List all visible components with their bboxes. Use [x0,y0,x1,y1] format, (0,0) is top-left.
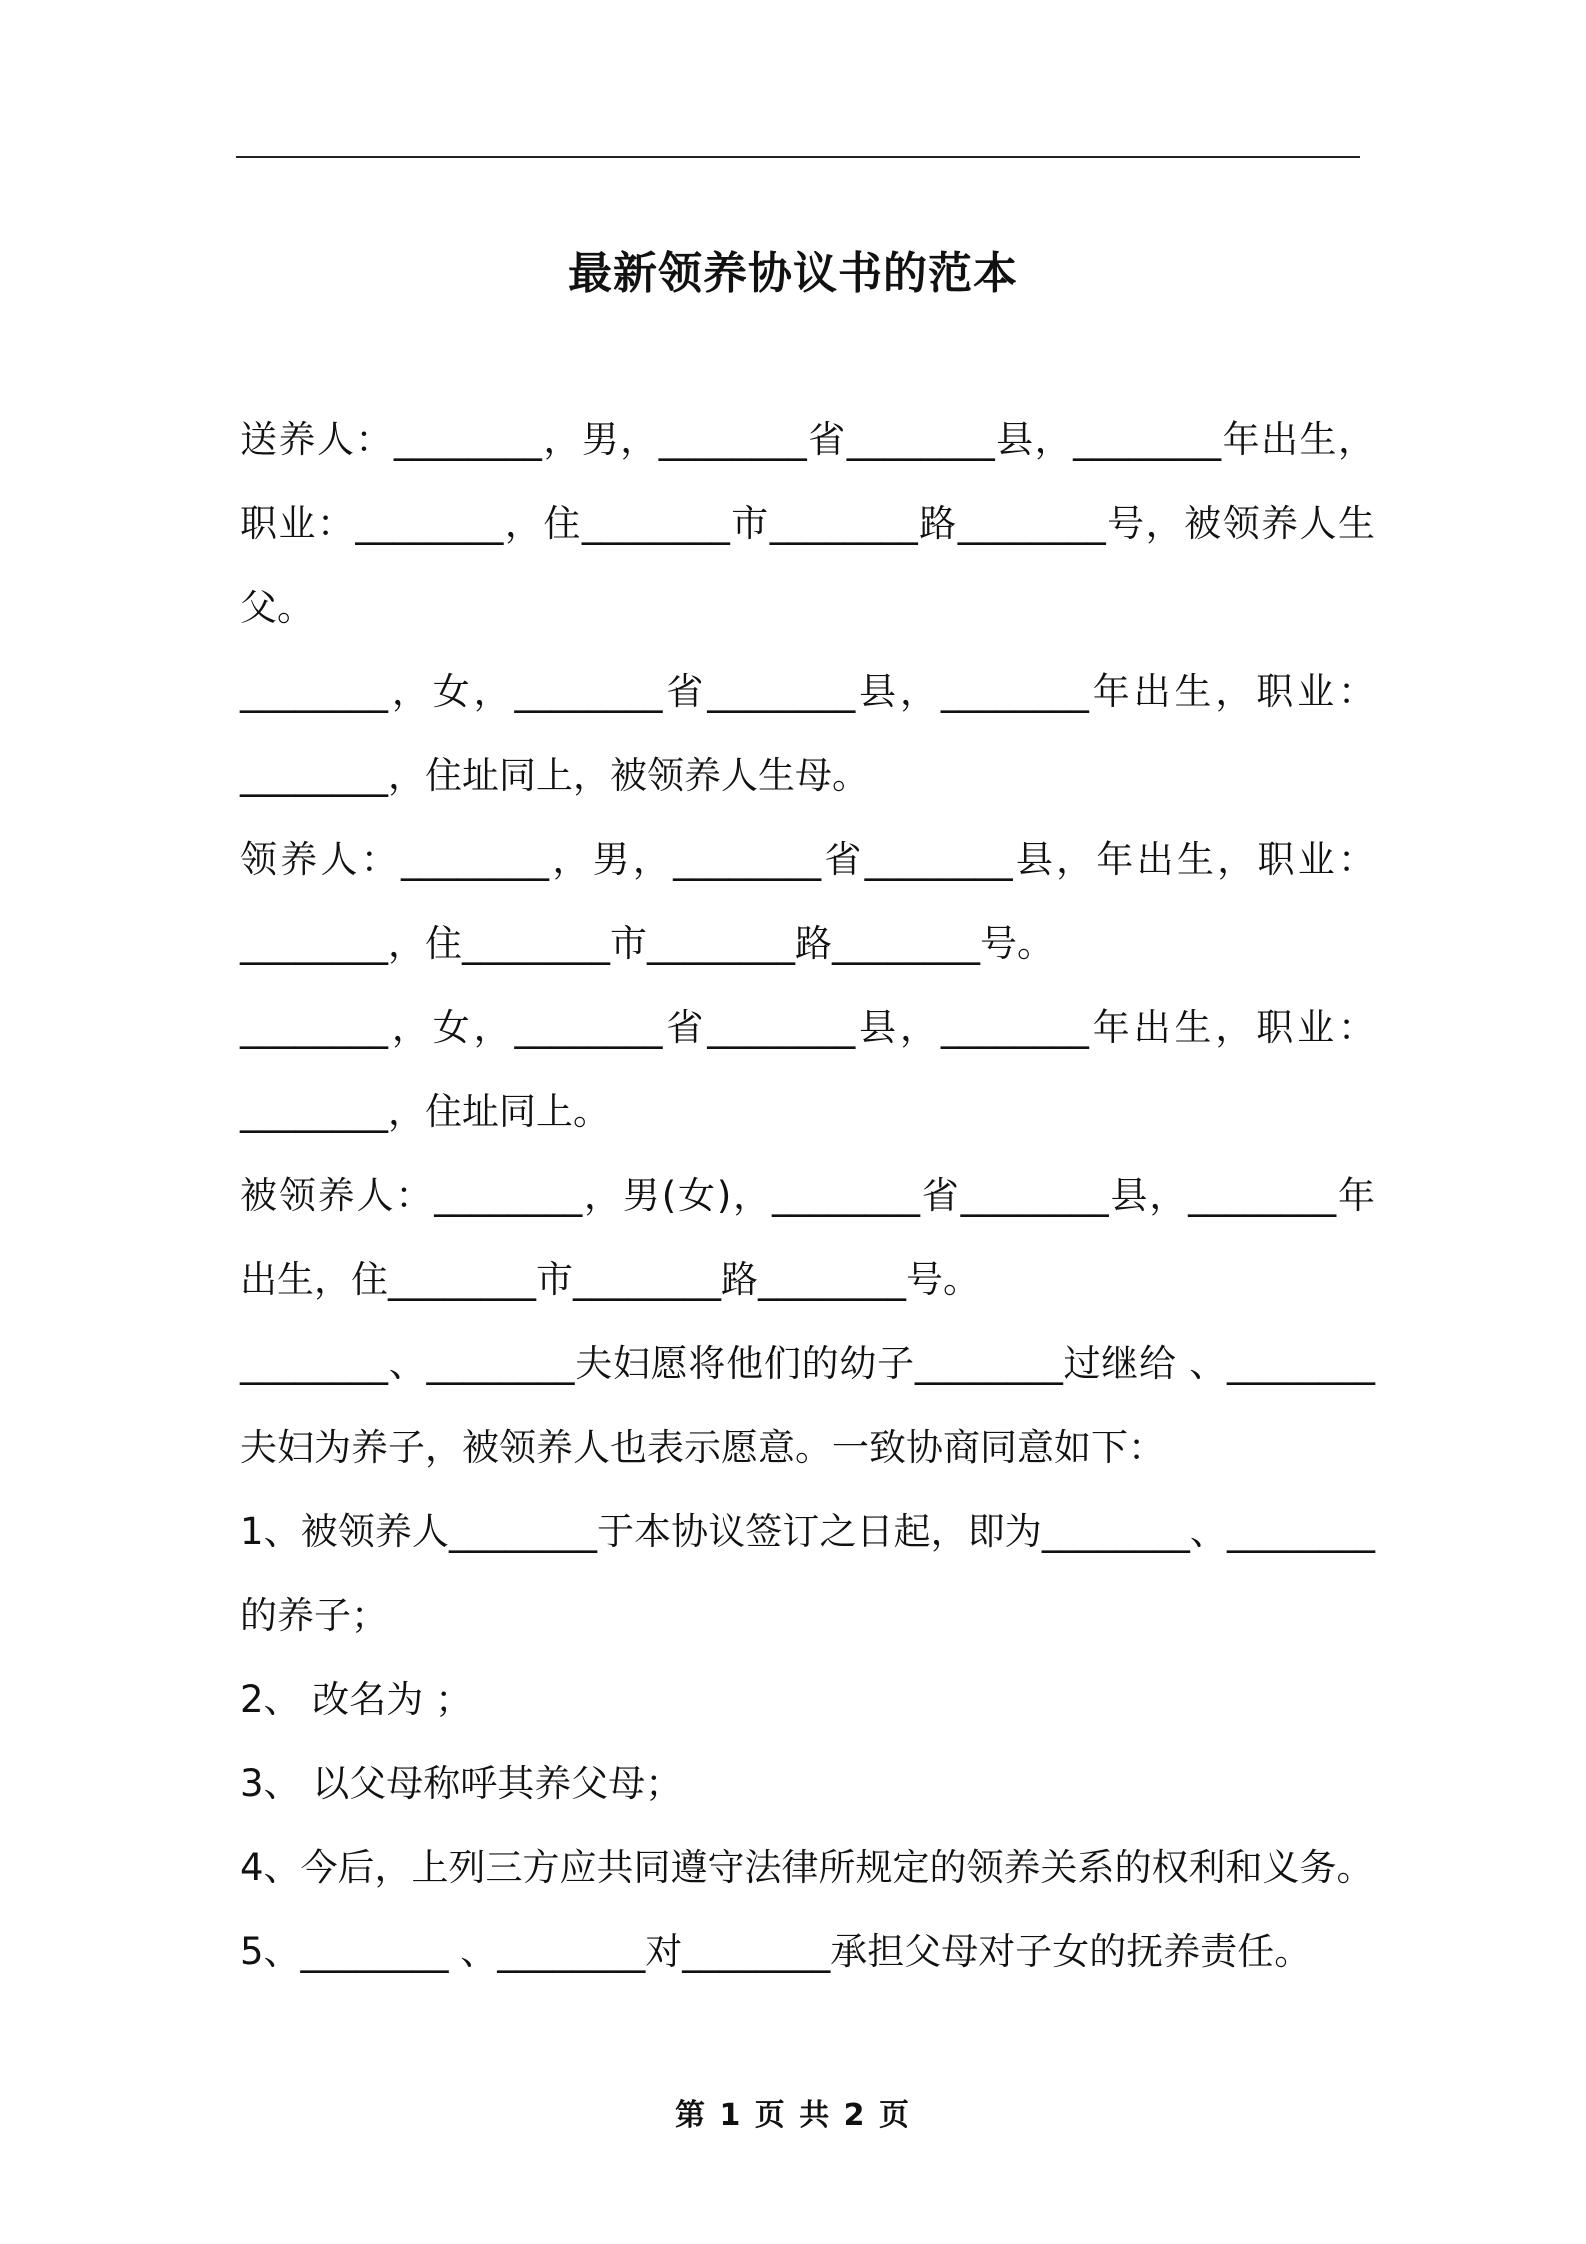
clause-1: 1、被领养人________于本协议签订之日起，即为________、________的养子； [240,1510,1375,1637]
clause-2: 2、 改名为 ； [240,1678,473,1721]
paragraph-adoptee: 被领养人：________，男(女)，________省________县，________年出生，住________市________路________号。 [240,1174,1375,1301]
header-rule [236,156,1360,158]
clause-4: 4、今后，上列三方应共同遵守法律所规定的领养关系的权利和义务。 [240,1846,1374,1889]
document-body [240,398,1375,1994]
document-title: 最新领养协议书的范本 [568,248,1018,300]
paragraph-adopter-father: 领养人：________，男，________省________县，年出生，职业：________，住________市________路________号。 [240,838,1375,965]
paragraph-adopter-mother: ________，女，________省________县，________年出生，职业：________，住址同上。 [240,1006,1375,1133]
paragraph-adopter-out-mother: ________，女，________省________县，________年出生，职业：________，住址同上，被领养人生母。 [240,670,1375,797]
paragraph-agreement-intro: ________、________夫妇愿将他们的幼子________过继给 、________夫妇为养子，被领养人也表示愿意。一致协商同意如下： [240,1342,1375,1469]
clause-3: 3、 以父母称呼其养父母； [240,1762,683,1805]
clause-5: 5、________ 、________对________承担父母对子女的抚养责任。 [240,1930,1312,1973]
page-footer: 第 1 页 共 2 页 [675,2098,911,2133]
paragraph-adopter-out-father: 送养人：________，男，________省________县，________年出生，职业：________，住________市________路________号，被领养人生父。 [240,418,1375,629]
